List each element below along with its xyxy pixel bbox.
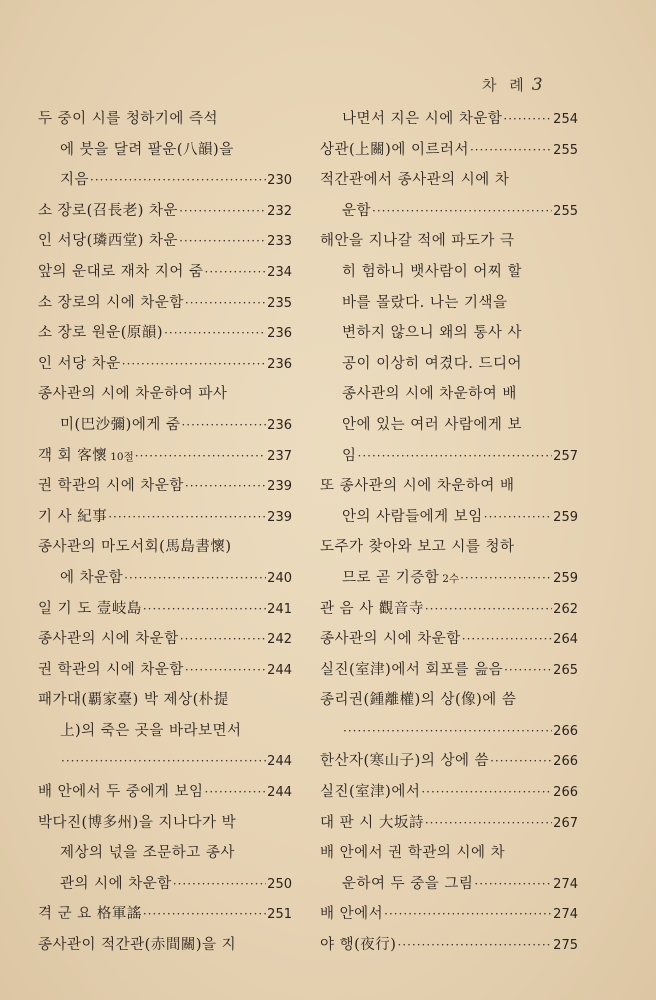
dot-leader [173,869,266,900]
toc-entry-text: 또 종사관의 시에 차운하여 배 [320,478,515,495]
toc-entry-line [38,410,292,441]
toc-entry-line [38,502,292,533]
toc-right-column [320,104,578,961]
toc-entry-text: 종사관의 시에 차운함 [320,631,461,648]
dot-leader [122,349,266,380]
toc-entry-line [320,226,578,257]
toc-page-number: 242 [267,632,292,648]
toc-page-number: 259 [553,509,578,525]
toc-entry-text: 종사관의 마도서회(馬島書懷) [38,539,232,556]
toc-entry-line [38,563,292,594]
toc-page-number: 236 [267,326,292,342]
dot-leader [61,746,266,777]
header-page-number: 3 [531,75,543,95]
toc-page-number: 255 [553,203,578,219]
toc-page-number: 274 [553,876,578,892]
dot-leader [180,624,266,655]
toc-page-number: 239 [267,479,292,495]
dot-leader [185,655,266,686]
toc-entry-line [320,930,578,961]
dot-leader [425,808,552,839]
toc-entry-text: 에 붓을 달려 팔운(八韻)을 [60,141,234,158]
toc-entry-text: 종리권(鍾離權)의 상(像)에 씀 [320,692,517,709]
toc-entry-line [320,532,578,563]
toc-entry-line [320,104,578,135]
header-title: 차 례 [482,76,528,94]
toc-entry-text: 관 음 사 觀音寺 [320,600,424,617]
toc-page-number: 254 [553,112,578,127]
toc-page-number: 251 [267,907,292,923]
toc-entry-line [38,685,292,716]
toc-entry-text: 관의 시에 차운함 [60,875,172,892]
toc-page-number: 234 [267,264,292,280]
toc-entry-line [38,288,292,319]
dot-leader [421,777,552,808]
dot-leader [124,563,266,594]
dot-leader [135,441,266,472]
toc-entry-text: 두 중이 시를 청하기에 즉석 [38,111,219,127]
toc-entry-line [38,226,292,257]
toc-entry-text: 종사관의 시에 차운하여 파사 [38,386,228,403]
toc-entry-text: 격 군 요 格軍謠 [38,906,142,923]
toc-entry-line [38,746,292,777]
toc-entry-text: 바를 몰랐다. 나는 기색을 [342,294,508,311]
toc-page-number: 236 [267,356,292,372]
toc-entry-line [320,196,578,227]
dot-leader [179,226,266,257]
toc-entry-text: 上)의 죽은 곳을 바라보면서 [60,722,242,739]
toc-entry-line [38,318,292,349]
dot-leader [474,869,552,900]
toc-entry-line [38,532,292,563]
toc-entry-line [320,563,578,594]
toc-page-number: 257 [553,448,578,464]
toc-entry-text: 앞의 운대로 재차 지어 줌 [38,263,204,280]
toc-entry-text: 배 안에서 [320,906,384,923]
toc-entry-line [38,349,292,380]
toc-entry-text: 에 차운함 [60,569,124,586]
toc-page-number: 235 [267,295,292,311]
toc-entry-text: 권 학관의 시에 차운함 [38,478,184,495]
toc-page-number: 275 [553,938,578,954]
dot-leader [397,930,552,961]
toc-entry-text: 종사관의 시에 차운함 [38,631,179,648]
dot-leader [343,716,552,747]
toc-page-number: 239 [267,509,292,525]
toc-entry-text: 도주가 찾아와 보고 시를 청하 [320,539,515,556]
dot-leader [384,899,552,930]
toc-entry-line [320,165,578,196]
toc-page-number: 244 [267,754,292,770]
toc-page-number: 240 [267,570,292,586]
toc-page-number: 274 [553,907,578,923]
toc-entry-line [38,777,292,808]
toc-entry-text: 박다진(博多州)을 지나다가 박 [38,814,237,831]
toc-page-number: 267 [553,815,578,831]
toc-entry-text: 대 판 시 大坂詩 [320,814,424,831]
toc-page-number: 244 [267,785,292,801]
toc-entry-line [38,869,292,900]
toc-page-number: 266 [553,785,578,801]
toc-page-number: 264 [553,632,578,648]
toc-page-number: 241 [267,601,292,617]
toc-entry-text: 소 장로의 시에 차운함 [38,294,184,311]
toc-entry-text: 지음 [60,172,90,189]
toc-entry-text: 실진(室津)에서 회포를 읊음 [320,661,504,678]
dot-leader [205,257,267,288]
dot-leader [108,502,266,533]
dot-leader [185,471,266,502]
toc-entry-text: 운함 [342,202,372,219]
toc-entry-line [38,655,292,686]
toc-entry-text: 히 험하니 뱃사람이 어찌 할 [342,263,523,280]
toc-entry-line [320,869,578,900]
toc-left-column [38,104,292,961]
toc-entry-text: 적간관에서 종사관의 시에 차 [320,172,510,189]
toc-entry-line [320,838,578,869]
dot-leader [90,165,266,196]
toc-entry-line [38,594,292,625]
toc-entry-line [38,716,292,747]
toc-entry-text: 나면서 지은 시에 차운함 [342,111,503,127]
toc-entry-line [38,135,292,166]
toc-entry-line [320,135,578,166]
toc-entry-line [38,899,292,930]
toc-entry-text: 기 사 紀事 [38,508,108,525]
dot-leader [143,594,266,625]
dot-leader [181,410,266,441]
toc-entry-line [320,655,578,686]
toc-entry-text: 객 회 客懷 [38,447,108,464]
toc-entry-text: 므로 곧 기증함 [342,569,440,586]
toc-entry-text: 운하여 두 중을 그림 [342,875,474,892]
toc-entry-text: 일 기 도 壹岐島 [38,600,142,617]
toc-entry-text: 미(巴沙彌)에게 줌 [60,416,181,433]
toc-page-number: 255 [553,142,578,158]
toc-entry-line [320,624,578,655]
toc-entry-text: 인 서당(璘西堂) 차운 [38,233,179,250]
toc-page-number: 266 [553,723,578,739]
toc-page-number: 262 [553,601,578,617]
toc-entry-line [38,379,292,410]
toc-entry-line [38,165,292,196]
toc-entry-line [320,410,578,441]
toc-entry-text: 상관(上關)에 이르러서 [320,141,469,158]
toc-entry-text: 한산자(寒山子)의 상에 씀 [320,753,490,770]
toc-page-number: 259 [553,570,578,586]
toc-entry-line [320,349,578,380]
toc-entry-text: 배 안에서 두 중에게 보임 [38,784,204,801]
toc-entry-line [320,379,578,410]
toc-entry-line [320,777,578,808]
toc-page-number: 233 [267,234,292,250]
toc-entry-line [320,471,578,502]
toc-page-number: 266 [553,754,578,770]
toc-entry-line [320,685,578,716]
toc-entry-note: 2수 [442,572,460,585]
toc-entry-line [38,441,292,472]
dot-leader [358,441,553,472]
toc-entry-note: 10절 [110,450,134,463]
toc-entry-line [320,441,578,472]
toc-entry-text: 소 장로 원운(原韻) [38,325,164,342]
toc-entry-line [320,318,578,349]
toc-entry-line [38,257,292,288]
toc-entry-text: 종사관의 시에 차운하여 배 [342,386,517,403]
dot-leader [504,655,552,686]
toc-page-number: 244 [267,662,292,678]
toc-entry-text: 소 장로(召長老) 차운 [38,202,179,219]
toc-page-number: 230 [267,173,292,189]
toc-page-number: 232 [267,203,292,219]
toc-entry-text: 임 [342,447,357,464]
toc-entry-line [38,838,292,869]
toc-entry-text: 안에 있는 여러 사람에게 보 [342,416,523,433]
toc-entry-line [38,471,292,502]
toc-entry-text: 패가대(覇家臺) 박 제상(朴提 [38,692,229,709]
toc-entry-text: 안의 사람들에게 보임 [342,508,483,525]
dot-leader [179,196,266,227]
toc-entry-line [38,104,292,135]
toc-entry-text: 공이 이상히 여겼다. 드디어 [342,355,523,372]
toc-entry-line [320,746,578,777]
dot-leader [185,288,266,319]
toc-entry-line [320,899,578,930]
toc-entry-text: 변하지 않으니 왜의 통사 사 [342,325,523,342]
toc-entry-line [38,808,292,839]
toc-page-number: 250 [267,876,292,892]
toc-entry-line [38,930,292,961]
toc-entry-text: 야 행(夜行) [320,937,397,954]
toc-entry-text: 종사관이 적간관(赤間關)을 지 [38,937,237,954]
toc-entry-line [320,594,578,625]
dot-leader [503,104,552,135]
toc-entry-line [320,716,578,747]
dot-leader [372,196,552,227]
dot-leader [460,563,552,594]
toc-entry-line [38,196,292,227]
toc-entry-text: 제상의 넋을 조문하고 종사 [60,845,235,862]
dot-leader [205,777,267,808]
toc-entry-line [38,624,292,655]
toc-entry-text: 인 서당 차운 [38,355,121,372]
toc-entry-text: 배 안에서 권 학관의 시에 차 [320,845,506,862]
dot-leader [143,899,266,930]
dot-leader [484,502,552,533]
dot-leader [425,594,552,625]
toc-page-number: 236 [267,417,292,433]
toc-entry-line [320,257,578,288]
toc-entry-text: 권 학관의 시에 차운함 [38,661,184,678]
toc-entry-text: 실진(室津)에서 [320,784,421,801]
toc-page-number: 237 [267,448,292,464]
dot-leader [164,318,266,349]
toc-entry-line [320,808,578,839]
toc-page-number: 265 [553,662,578,678]
dot-leader [470,135,552,166]
toc-entry-text: 해안을 지나갈 적에 파도가 극 [320,233,515,250]
toc-entry-line [320,288,578,319]
toc-entry-line [320,502,578,533]
dot-leader [490,746,552,777]
running-header [482,74,543,95]
dot-leader [462,624,552,655]
